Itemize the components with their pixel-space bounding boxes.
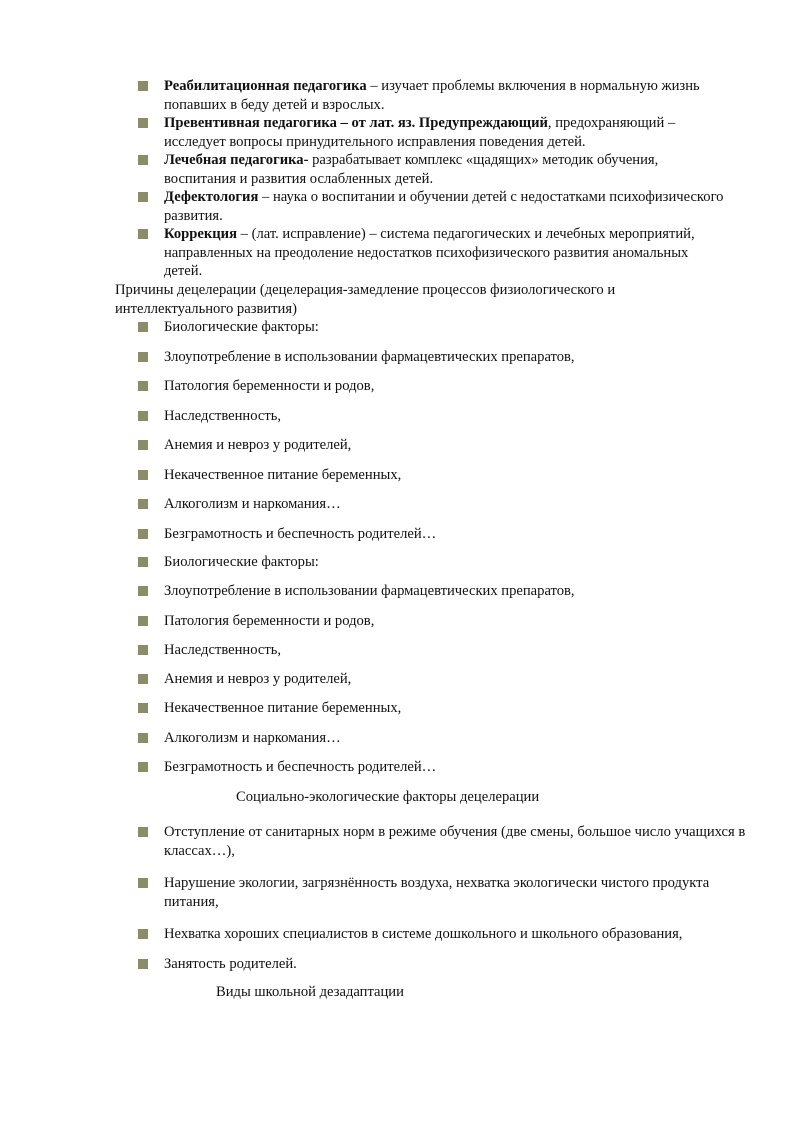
definition-item — [0, 151, 724, 188]
square-bullet-icon — [138, 381, 148, 391]
list-item — [0, 758, 724, 787]
list-item — [0, 582, 724, 611]
list-item-text: Биологические факторы: — [164, 554, 319, 570]
definition-text: – наука о воспитании и обучении детей с недостатками психофизического развития. — [164, 189, 724, 224]
square-bullet-icon — [138, 470, 148, 480]
list-item — [0, 318, 724, 348]
list-item-text: Злоупотребление в использовании фармацевтических препаратов, — [164, 583, 575, 600]
list-item-text: Некачественное питание беременных, — [164, 700, 402, 717]
list-item-text: Патология беременности и родов, — [164, 378, 375, 394]
list-item — [0, 495, 724, 525]
list-item-text: Занятость родителей. — [164, 955, 297, 972]
social-factors-heading: Социально-экологические факторы децелерации — [236, 789, 540, 805]
square-bullet-icon — [138, 733, 148, 743]
square-bullet-icon — [138, 674, 148, 684]
square-bullet-icon — [138, 827, 148, 837]
list-item — [0, 925, 764, 955]
square-bullet-icon — [138, 616, 148, 626]
square-bullet-icon — [138, 645, 148, 655]
square-bullet-icon — [138, 586, 148, 596]
list-item-text: Алкоголизм и наркомания… — [164, 729, 341, 746]
square-bullet-icon — [138, 352, 148, 362]
factors-list-a — [0, 318, 800, 554]
definition-text: – изучает проблемы включения в нормальную жизнь попавших в беду детей и взрослых. — [164, 78, 700, 113]
square-bullet-icon — [138, 229, 148, 239]
list-item — [0, 466, 724, 496]
definition-item — [0, 225, 724, 280]
square-bullet-icon — [138, 557, 148, 567]
list-item-text: Отступление от санитарных норм в режиме обучения (две смены, большое число учащихся в классах…), — [164, 824, 746, 859]
list-item — [0, 525, 724, 555]
definition-term: Превентивная педагогика – от лат. яз. Предупреждающий — [164, 115, 548, 131]
list-item — [0, 348, 724, 378]
list-item — [0, 670, 724, 699]
definition-item — [0, 188, 724, 225]
list-item-text: Нарушение экологии, загрязнённость воздуха, нехватка экологически чистого продукта питания, — [164, 875, 710, 910]
square-bullet-icon — [138, 499, 148, 509]
square-bullet-icon — [138, 155, 148, 165]
list-item-text: Наследственность, — [164, 641, 282, 658]
definitions-list — [0, 77, 800, 280]
list-item — [0, 699, 724, 728]
list-item — [0, 407, 724, 437]
definition-term: Реабилитационная педагогика — [164, 78, 367, 94]
square-bullet-icon — [138, 411, 148, 421]
square-bullet-icon — [138, 762, 148, 772]
list-item-text: Патология беременности и родов, — [164, 612, 375, 629]
square-bullet-icon — [138, 440, 148, 450]
list-item — [0, 729, 724, 758]
square-bullet-icon — [138, 192, 148, 202]
square-bullet-icon — [138, 878, 148, 888]
square-bullet-icon — [138, 959, 148, 969]
list-item — [0, 874, 764, 925]
causes-intro: Причины децелерации (децелерация-замедление процессов физиологического и интеллектуального развития) — [115, 282, 616, 317]
list-item-text: Безграмотность и беспечность родителей… — [164, 759, 437, 776]
definition-term: Коррекция — [164, 226, 237, 242]
causes-intro-block — [0, 281, 800, 318]
definition-term: Лечебная педагогика- — [164, 152, 309, 168]
square-bullet-icon — [138, 529, 148, 539]
list-item — [0, 823, 764, 874]
square-bullet-icon — [138, 929, 148, 939]
definition-text: , предохраняющий – исследует вопросы принудительного исправления поведения детей. — [164, 115, 676, 150]
definition-term: Дефектология — [164, 189, 259, 205]
square-bullet-icon — [138, 322, 148, 332]
definition-item — [0, 114, 724, 151]
list-item-text: Нехватка хороших специалистов в системе дошкольного и школьного образования, — [164, 926, 683, 942]
list-item-text: Злоупотребление в использовании фармацевтических препаратов, — [164, 348, 575, 365]
list-item-text: Наследственность, — [164, 407, 282, 424]
list-item — [0, 553, 724, 582]
list-item-text: Безграмотность и беспечность родителей… — [164, 525, 437, 542]
list-item — [0, 436, 724, 466]
list-item-text: Анемия и невроз у родителей, — [164, 437, 352, 453]
list-item — [0, 955, 764, 985]
list-item — [0, 641, 724, 670]
list-item-text: Некачественное питание беременных, — [164, 466, 402, 483]
social-factors-list — [0, 823, 800, 984]
square-bullet-icon — [138, 81, 148, 91]
square-bullet-icon — [138, 118, 148, 128]
list-item — [0, 377, 724, 407]
school-maladaptation-heading: Виды школьной дезадаптации — [216, 984, 404, 1000]
list-item-text: Анемия и невроз у родителей, — [164, 671, 352, 688]
list-item-text: Алкоголизм и наркомания… — [164, 496, 341, 512]
factors-list-b — [0, 553, 800, 787]
list-item — [0, 612, 724, 641]
list-item-text: Биологические факторы: — [164, 319, 319, 335]
definition-item — [0, 77, 724, 114]
square-bullet-icon — [138, 703, 148, 713]
definition-text: – (лат. исправление) – система педагогических и лечебных мероприятий, направленных на преодоление недостатков психофизического развития аномальных детей. — [164, 226, 695, 279]
definition-text: разрабатывает комплекс «щадящих» методик обучения, воспитания и развития ослабленных детей. — [164, 152, 659, 187]
